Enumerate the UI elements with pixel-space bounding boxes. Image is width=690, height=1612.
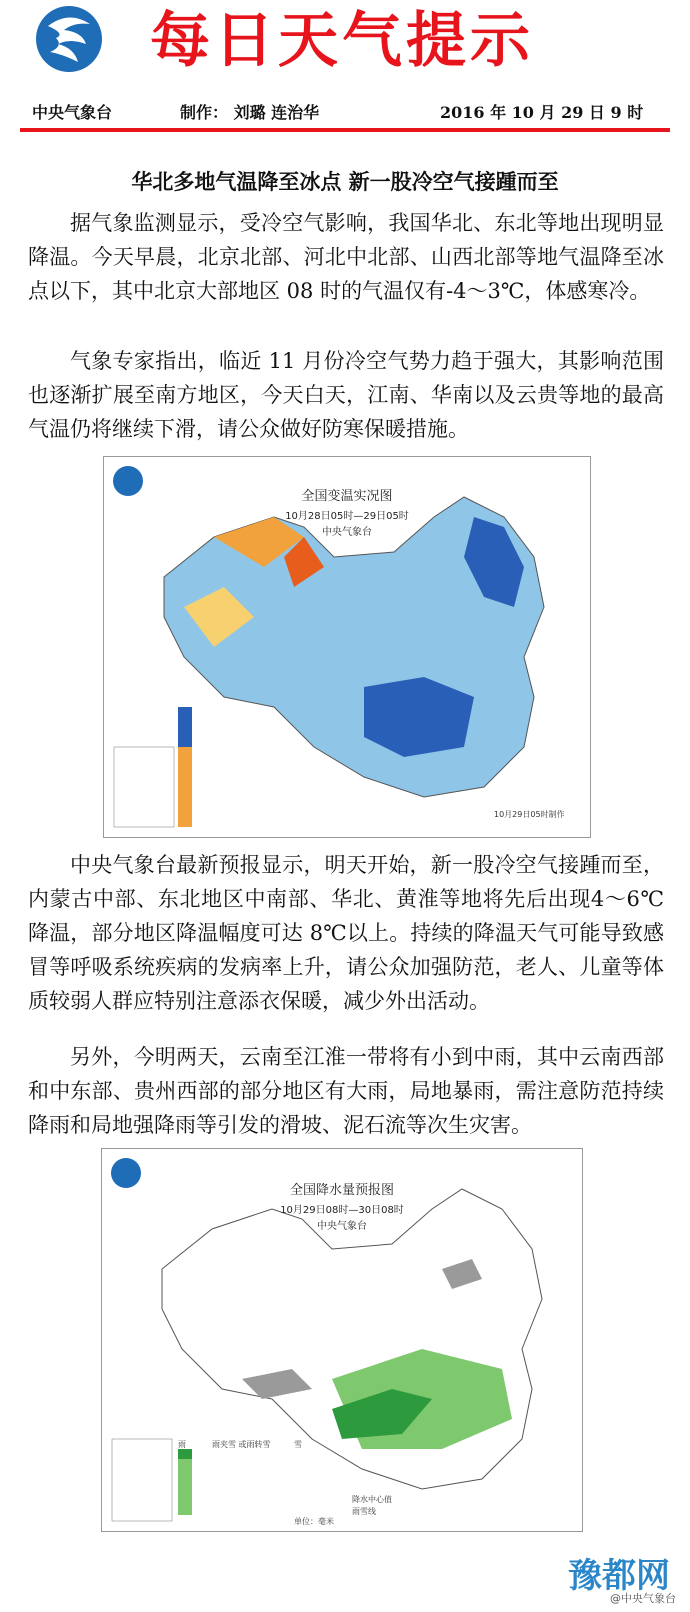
temperature-change-map [103,456,591,838]
map1-org: 中央气象台 [322,527,372,538]
masthead-title: 每日天气提示 [150,6,534,76]
legend-unit: 单位：毫米 [294,1517,334,1526]
org-name: 中央气象台 [32,103,113,122]
watermark-sub: @中央气象台 [610,1592,676,1605]
map1-footer: 10月29日05时制作 [494,810,565,819]
map2-period: 10月29日08时—30日08时 [280,1205,404,1216]
header [0,0,690,140]
article-headline: 华北多地气温降至冰点 新一股冷空气接踵而至 [131,169,559,194]
legend-rain: 雨 [178,1440,186,1449]
precipitation-forecast-map [101,1148,583,1532]
cma-logo-icon [34,4,104,74]
legend-mixed: 雨夹雪 或雨转雪 [212,1440,271,1449]
map1-title: 全国变温实况图 [301,489,393,504]
legend-snowline: 雨雪线 [352,1507,376,1516]
paragraph-1: 据气象监测显示，受冷空气影响，我国华北、东北等地出现明显降温。今天早晨，北京北部、河北中北部、山西北部等地气温降至冰点以下，其中北京大部地区 08 时的气温仅有-4～3℃，体感寒冷。 [28,211,664,303]
paragraph-4: 另外，今明两天，云南至江淮一带将有小到中雨，其中云南西部和中东部、贵州西部的部分地区有大雨，局地暴雨，需注意防范持续降雨和局地强降雨等引发的滑坡、泥石流等次生灾害。 [28,1045,664,1137]
issue-date: 2016 年 10 月 29 日 9 时 [440,103,644,122]
header-rule [20,128,670,132]
map2-org: 中央气象台 [317,1221,367,1232]
map1-period: 10月28日05时—29日05时 [285,511,409,522]
producers: 制作： 刘璐 连治华 [180,103,320,122]
legend-center: 降水中心值 [352,1495,392,1504]
watermark-brand: 豫都网 [568,1556,670,1596]
paragraph-3: 中央气象台最新预报显示，明天开始，新一股冷空气接踵而至，内蒙古中部、东北地区中南部、华北、黄淮等地将先后出现4～6℃降温，部分地区降温幅度可达 8℃以上。持续的降温天气可能导致感冒等呼吸系统疾病的发病率上升，请公众加强防范，老人、儿童等体质较弱人群应特别注意添衣保暖，减少外出活动。 [28,853,664,1013]
legend-snow: 雪 [294,1440,302,1449]
paragraph-2: 气象专家指出，临近 11 月份冷空气势力趋于强大，其影响范围也逐渐扩展至南方地区，今天白天，江南、华南以及云贵等地的最高气温仍将继续下滑，请公众做好防寒保暖措施。 [28,349,664,441]
map2-title: 全国降水量预报图 [289,1183,394,1198]
